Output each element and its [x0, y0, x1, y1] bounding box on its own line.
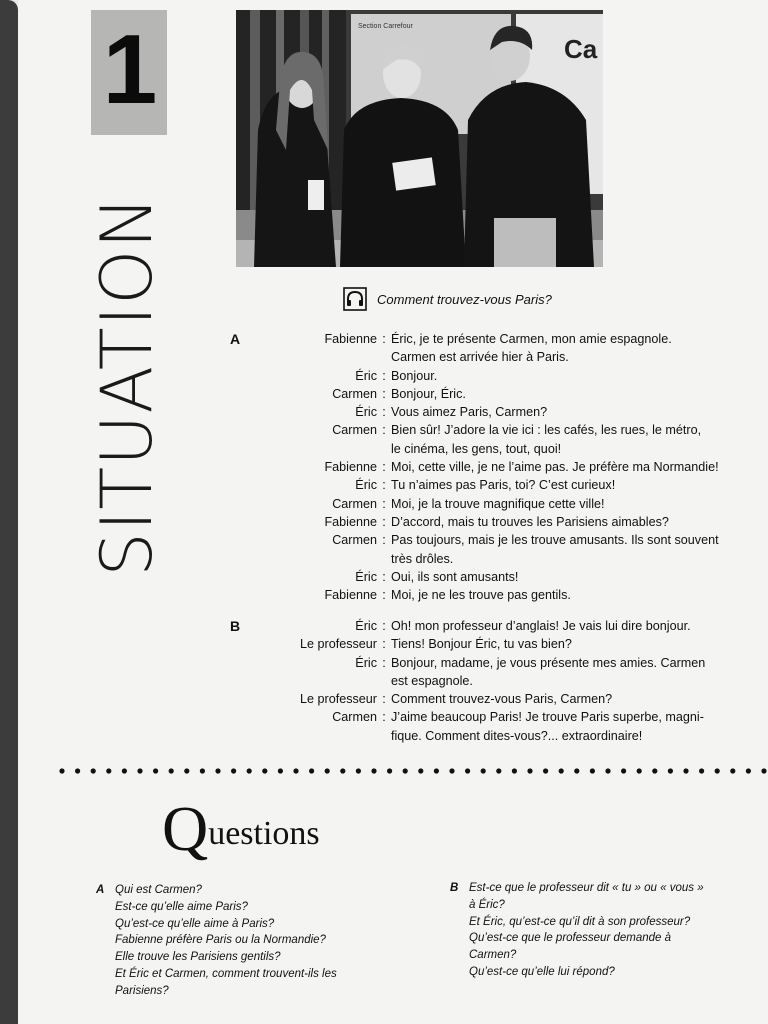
- dialogue-line: [230, 635, 760, 653]
- questions-heading-rest: uestions: [208, 815, 320, 852]
- section-label-spacer: [230, 421, 252, 439]
- dialogue-text: le cinéma, les gens, tout, quoi!: [391, 441, 562, 456]
- divider-dot: [262, 768, 267, 773]
- divider-dot: [730, 768, 735, 773]
- dialogue-line: [230, 458, 760, 476]
- dialogue-text: Oui, ils sont amusants!: [391, 569, 519, 584]
- speaker-colon: :: [382, 655, 386, 670]
- speaker-name: Éric: [355, 368, 377, 383]
- section-label-spacer: [230, 690, 252, 708]
- divider-dot: [59, 768, 64, 773]
- dialogue-title: [343, 287, 552, 311]
- dialogue-line: [230, 654, 760, 672]
- divider-dot: [527, 768, 532, 773]
- question-line: Qui est Carmen?: [115, 884, 202, 896]
- divider-dot: [356, 768, 361, 773]
- question-line: Carmen?: [469, 949, 517, 962]
- speaker-name: Fabienne: [324, 514, 377, 529]
- divider-dot: [309, 768, 314, 773]
- divider-dot: [605, 768, 610, 773]
- dialogue-text: Bien sûr! J’adore la vie ici : les cafés, les rues, le métro,: [391, 423, 702, 438]
- divider-dot: [278, 768, 283, 773]
- section-label-spacer: [230, 403, 252, 421]
- speaker-name: Carmen: [332, 496, 377, 511]
- questions-b-label: B: [450, 882, 459, 894]
- divider-dot: [184, 768, 189, 773]
- divider-dot: [153, 768, 158, 773]
- speaker-name: Éric: [355, 655, 377, 670]
- speaker-name: Carmen: [332, 533, 377, 548]
- section-label-spacer: [230, 708, 252, 726]
- dialogue-text: Bonjour, madame, je vous présente mes amies. Carmen: [391, 655, 706, 670]
- speaker-colon: :: [382, 405, 386, 420]
- sign-small-text: Section Carrefour: [358, 23, 413, 30]
- dialogue-line: [230, 476, 760, 494]
- speaker-colon: :: [382, 496, 386, 511]
- dialogue-line: [230, 385, 760, 403]
- dialogue-line: [230, 550, 760, 568]
- speaker-colon: :: [382, 692, 386, 707]
- dialogue-text: Vous aimez Paris, Carmen?: [391, 405, 548, 420]
- speaker-spacer: [252, 672, 377, 690]
- speaker-colon: :: [382, 423, 386, 438]
- dialogue-title-text: Comment trouvez-vous Paris?: [377, 291, 552, 307]
- section-label-spacer: [230, 440, 252, 458]
- speaker-name: Carmen: [332, 423, 377, 438]
- divider-dot: [590, 768, 595, 773]
- divider-dot: [465, 768, 470, 773]
- dialogue-line: [230, 531, 760, 549]
- divider-dot: [122, 768, 127, 773]
- dialogue-text: est espagnole.: [391, 673, 473, 688]
- dialogue-line: [230, 690, 760, 708]
- question-line: Est-ce qu’elle aime Paris?: [115, 900, 248, 913]
- speaker-colon: :: [382, 710, 386, 725]
- divider-dot: [340, 768, 345, 773]
- dialogue-section-a: [230, 330, 760, 604]
- section-label-spacer: [230, 348, 252, 366]
- speaker-spacer: [252, 550, 377, 568]
- dialogue-text: J’aime beaucoup Paris! Je trouve Paris superbe, magni-: [391, 710, 704, 725]
- speaker-name: Le professeur: [299, 692, 377, 707]
- divider-dot: [512, 768, 517, 773]
- photo-three-students: [236, 10, 603, 267]
- dialogue-text: très drôles.: [391, 551, 454, 566]
- section-label-spacer: [230, 586, 252, 604]
- section-label-spacer: [230, 513, 252, 531]
- section-label-spacer: [230, 385, 252, 403]
- speaker-colon: :: [382, 368, 386, 383]
- divider-dot: [715, 768, 720, 773]
- speaker-name: Fabienne: [324, 588, 377, 603]
- divider-dot: [668, 768, 673, 773]
- dialogue-line: [230, 440, 760, 458]
- section-label: B: [230, 618, 241, 634]
- dialogue-text: Bonjour, Éric.: [391, 386, 466, 401]
- divider-dot: [699, 768, 704, 773]
- speaker-name: Éric: [355, 569, 377, 584]
- dialogue-line: [230, 348, 760, 366]
- section-label-spacer: [230, 531, 252, 549]
- book-spine: [0, 0, 18, 1024]
- speaker-name: Fabienne: [324, 460, 377, 475]
- divider-dot: [543, 768, 548, 773]
- dialogue-line: [230, 403, 760, 421]
- question-line: Parisiens?: [115, 984, 169, 997]
- dialogue-line: [230, 568, 760, 586]
- dialogue-line: [230, 495, 760, 513]
- speaker-name: Fabienne: [324, 332, 377, 346]
- speaker-name: Le professeur: [299, 637, 377, 652]
- section-label: A: [230, 331, 241, 347]
- section-label-spacer: [230, 654, 252, 672]
- divider-dot: [137, 768, 142, 773]
- speaker-colon: :: [382, 332, 386, 346]
- section-label-spacer: [230, 635, 252, 653]
- section-label-spacer: [230, 367, 252, 385]
- questions-b-lines: [469, 880, 760, 981]
- section-label-spacer: [230, 550, 252, 568]
- speaker-colon: :: [382, 533, 386, 548]
- question-line: Qu’est-ce que le professeur demande à: [469, 932, 672, 945]
- speaker-colon: :: [382, 386, 386, 401]
- situation-number: 1: [102, 14, 158, 124]
- divider-dot: [403, 768, 408, 773]
- dialogue-line: [230, 672, 760, 690]
- dialogue-text: fique. Comment dites-vous?... extraordinaire!: [391, 728, 643, 743]
- divider-dot: [106, 768, 111, 773]
- speaker-spacer: [252, 727, 377, 745]
- colon-spacer: [377, 672, 391, 690]
- divider-dot: [652, 768, 657, 773]
- questions-heading: [162, 793, 320, 864]
- speaker-colon: :: [382, 460, 386, 475]
- question-line: Et Éric et Carmen, comment trouvent-ils les: [115, 967, 337, 980]
- dialogue-text: Tu n’aimes pas Paris, toi? C’est curieux!: [391, 478, 616, 493]
- speaker-name: Éric: [355, 619, 377, 633]
- divider-dot: [496, 768, 501, 773]
- questions-a-lines: [115, 882, 416, 1000]
- speaker-name: Éric: [355, 478, 377, 493]
- speaker-colon: :: [382, 569, 386, 584]
- divider-dot: [215, 768, 220, 773]
- divider-dot: [200, 768, 205, 773]
- question-line: Fabienne préfère Paris ou la Normandie?: [115, 934, 326, 947]
- dialogue-text: Carmen est arrivée hier à Paris.: [391, 350, 569, 365]
- divider-dot: [746, 768, 751, 773]
- dialogue-text: D’accord, mais tu trouves les Parisiens aimables?: [391, 514, 669, 529]
- speaker-name: Carmen: [332, 710, 377, 725]
- dialogue-line: [230, 330, 760, 348]
- situation-heading: SITUATION: [86, 195, 168, 577]
- speaker-colon: :: [382, 619, 386, 633]
- dialogue-text: Pas toujours, mais je les trouve amusants. Ils sont souvent: [391, 533, 719, 548]
- divider-dot: [481, 768, 486, 773]
- colon-spacer: [377, 550, 391, 568]
- section-label-spacer: [230, 458, 252, 476]
- dialogue-section-b: [230, 617, 760, 745]
- divider-dot: [761, 768, 766, 773]
- dialogue-line: [230, 513, 760, 531]
- dialogue-line: [230, 727, 760, 745]
- dotted-divider: [58, 765, 768, 777]
- divider-dot: [387, 768, 392, 773]
- questions-a-label: A: [96, 884, 105, 896]
- divider-dot: [247, 768, 252, 773]
- divider-dot: [418, 768, 423, 773]
- dialogue-line: [230, 708, 760, 726]
- divider-dot: [574, 768, 579, 773]
- divider-dot: [169, 768, 174, 773]
- question-line: Est-ce que le professeur dit « tu » ou « vous »: [469, 882, 704, 894]
- speaker-colon: :: [382, 637, 386, 652]
- speaker-spacer: [252, 440, 377, 458]
- speaker-colon: :: [382, 478, 386, 493]
- divider-dot: [621, 768, 626, 773]
- section-label-spacer: [230, 495, 252, 513]
- divider-dot: [91, 768, 96, 773]
- dialogue-text: Bonjour.: [391, 368, 438, 383]
- divider-dot: [637, 768, 642, 773]
- divider-dot: [293, 768, 298, 773]
- speaker-colon: :: [382, 588, 386, 603]
- dialogue-text: Moi, je la trouve magnifique cette ville!: [391, 496, 605, 511]
- section-label-spacer: [230, 476, 252, 494]
- section-label-spacer: [230, 568, 252, 586]
- divider-dot: [434, 768, 439, 773]
- dialogue-line: [230, 586, 760, 604]
- headphones-icon: [343, 287, 367, 311]
- divider-dot: [449, 768, 454, 773]
- speaker-name: Éric: [355, 405, 377, 420]
- dialogue-text: Tiens! Bonjour Éric, tu vas bien?: [391, 637, 572, 652]
- dialogue-text: Oh! mon professeur d’anglais! Je vais lui dire bonjour.: [391, 619, 691, 633]
- questions-column-b: [450, 880, 760, 981]
- question-line: Et Éric, qu’est-ce qu’il dit à son professeur?: [469, 915, 691, 928]
- dialogue-text: Moi, cette ville, je ne l’aime pas. Je préfère ma Normandie!: [391, 460, 719, 475]
- dialogue-line: [230, 421, 760, 439]
- question-line: Qu’est-ce qu’elle aime à Paris?: [115, 917, 275, 930]
- questions-column-a: [96, 882, 416, 1000]
- divider-dot: [683, 768, 688, 773]
- question-line: Elle trouve les Parisiens gentils?: [115, 951, 281, 964]
- colon-spacer: [377, 727, 391, 745]
- divider-dot: [325, 768, 330, 773]
- dialogue-text: Comment trouvez-vous Paris, Carmen?: [391, 692, 613, 707]
- section-label-spacer: [230, 672, 252, 690]
- dialogue-line: [230, 367, 760, 385]
- dialogue-text: Éric, je te présente Carmen, mon amie espagnole.: [391, 332, 672, 346]
- divider-dot: [559, 768, 564, 773]
- speaker-spacer: [252, 348, 377, 366]
- colon-spacer: [377, 440, 391, 458]
- dialogue-line: [230, 617, 760, 635]
- questions-heading-initial: Q: [162, 793, 209, 864]
- question-line: à Éric?: [469, 898, 505, 911]
- dialogue-text: Moi, je ne les trouve pas gentils.: [391, 588, 571, 603]
- colon-spacer: [377, 348, 391, 366]
- question-line: Qu’est-ce qu’elle lui répond?: [469, 965, 615, 978]
- section-label-spacer: [230, 727, 252, 745]
- sign-text: Ca: [564, 34, 598, 64]
- speaker-colon: :: [382, 514, 386, 529]
- speaker-name: Carmen: [332, 386, 377, 401]
- divider-dot: [231, 768, 236, 773]
- divider-dot: [75, 768, 80, 773]
- divider-dot: [371, 768, 376, 773]
